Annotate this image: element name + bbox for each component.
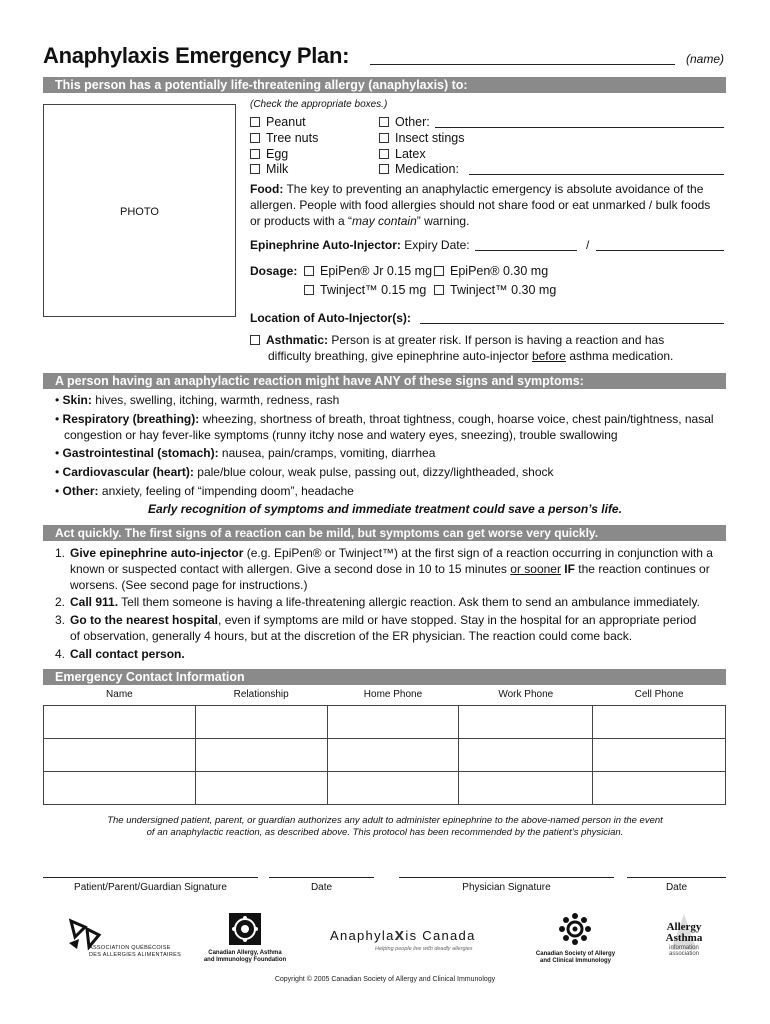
symptom-cardiovascular: • Cardiovascular (heart): pale/blue colour, weak pulse, passing out, dizzy/lightheaded, shock	[55, 465, 554, 479]
patient-date-label: Date	[310, 882, 333, 893]
allergen-other[interactable]: Other:	[379, 115, 430, 129]
table-row	[44, 771, 726, 804]
contact-cell[interactable]	[195, 705, 327, 738]
header-cell-phone: Cell Phone	[634, 689, 684, 701]
header-home-phone: Home Phone	[363, 689, 423, 701]
contact-cell[interactable]	[195, 771, 327, 804]
physician-date-line[interactable]	[627, 866, 726, 878]
step-3: 3. Go to the nearest hospital, even if symptoms are mild or have stopped. Stay in the hospital for an appropriate period of observation, generally 4 hours, but at the discretion of the ER physician. The reaction could come back.	[55, 613, 697, 643]
csaci-text: Canadian Society of Allergy and Clinical Immunology	[535, 951, 616, 964]
patient-signature-label: Patient/Parent/Guardian Signature	[74, 882, 227, 893]
checkbox[interactable]	[304, 285, 314, 295]
emergency-contact-band: Emergency Contact Information	[43, 669, 726, 685]
anaphylaxis-canada-wordmark: Anaphylaxis Canada	[330, 925, 476, 944]
checkbox[interactable]	[250, 149, 260, 159]
patient-date-line[interactable]	[269, 866, 374, 878]
asthma-checkbox[interactable]	[250, 335, 260, 345]
contact-cell[interactable]	[459, 705, 593, 738]
checkbox[interactable]	[434, 266, 444, 276]
caaif-logo	[195, 912, 295, 972]
act-quickly-band: Act quickly. The first signs of a reaction can be mild, but symptoms can get worse very quickly.	[43, 525, 726, 541]
other-field[interactable]	[435, 114, 724, 128]
check-hint: (Check the appropriate boxes.)	[250, 99, 388, 110]
photo-label: PHOTO	[120, 206, 159, 218]
checkbox[interactable]	[434, 285, 444, 295]
checkbox[interactable]	[250, 164, 260, 174]
checkbox[interactable]	[379, 149, 389, 159]
disclaimer: The undersigned patient, parent, or guardian authorizes any adult to administer epinephrine to the above-named person in the event of an anaphylactic reaction, as described above. This protocol has been recommended by the patient’s physician.	[107, 815, 663, 838]
dosage-epipen-jr[interactable]: EpiPen® Jr 0.15 mg	[304, 264, 432, 278]
header-work-phone: Work Phone	[498, 689, 554, 701]
aaia-subtext: information association	[668, 945, 700, 957]
dosage-epipen[interactable]: EpiPen® 0.30 mg	[434, 264, 548, 278]
name-label: (name)	[686, 52, 725, 66]
location-field[interactable]	[420, 310, 724, 324]
dosage-twinject-030[interactable]: Twinject™ 0.30 mg	[434, 283, 556, 297]
patient-signature-line[interactable]	[43, 866, 258, 878]
symptom-other: • Other: anxiety, feeling of “impending doom”, headache	[55, 484, 354, 498]
allergen-insect-stings[interactable]: Insect stings	[379, 131, 464, 145]
expiry-year-field[interactable]	[596, 237, 724, 251]
medication-field[interactable]	[469, 161, 724, 175]
aaia-wordmark: Allergy Asthma	[665, 921, 703, 944]
photo-box[interactable]	[43, 104, 236, 317]
contact-cell[interactable]	[327, 771, 459, 804]
csaci-logo	[528, 912, 623, 972]
allergen-egg[interactable]: Egg	[250, 147, 288, 161]
name-field[interactable]	[370, 50, 675, 65]
header-name: Name	[106, 689, 133, 701]
expiry-month-field[interactable]	[475, 237, 577, 251]
symptoms-band: A person having an anaphylactic reaction might have ANY of these signs and symptoms:	[43, 373, 726, 389]
physician-date-label: Date	[665, 882, 688, 893]
checkbox[interactable]	[379, 164, 389, 174]
csaci-logo-icon	[558, 912, 592, 946]
contact-cell[interactable]	[593, 705, 726, 738]
contact-cell[interactable]	[593, 771, 726, 804]
step-1: 1. Give epinephrine auto-injector (e.g. EpiPen® or Twinject™) at the first sign of a reaction occurring in conjunction with a known or suspected contact with allergen. Give a second dose in 10 to 15 minutes or sooner IF the reaction continues or worsens. (See second page for instructions.)	[55, 546, 713, 592]
symptom-gastrointestinal: • Gastrointestinal (stomach): nausea, pain/cramps, vomiting, diarrhea	[55, 446, 436, 460]
allergen-medication[interactable]: Medication:	[379, 162, 459, 176]
checkbox[interactable]	[379, 133, 389, 143]
allergen-latex[interactable]: Latex	[379, 147, 426, 161]
checkbox[interactable]	[250, 117, 260, 127]
contact-cell[interactable]	[44, 771, 196, 804]
symptom-respiratory: • Respiratory (breathing): wheezing, shortness of breath, throat tightness, cough, hoarse voice, chest pain/tightness, nasal congestion or hay fever-like symptoms (runny itchy nose and watery eyes, sneezing), trouble swallowing	[55, 412, 714, 442]
aqaa-text: ASSOCIATION QUÉBÉCOISE DES ALLERGIES ALIMENTAIRES	[89, 945, 182, 958]
allergy-band: This person has a potentially life-threatening allergy (anaphylaxis) to:	[43, 77, 726, 93]
contact-cell[interactable]	[459, 738, 593, 771]
anaphylaxis-canada-tagline: Helping people live with deadly allergies	[375, 946, 473, 952]
checkbox[interactable]	[250, 133, 260, 143]
symptom-skin: • Skin: hives, swelling, itching, warmth, redness, rash	[55, 393, 340, 407]
contact-cell[interactable]	[593, 738, 726, 771]
caaif-logo-icon	[228, 912, 262, 946]
table-row	[44, 738, 726, 771]
physician-signature-line[interactable]	[399, 866, 614, 878]
step-4: 4. Call contact person.	[55, 647, 185, 661]
early-recognition-note: Early recognition of symptoms and immediate treatment could save a person’s life.	[148, 502, 622, 516]
anaphylaxis-canada-logo	[330, 925, 476, 960]
page-title: Anaphylaxis Emergency Plan:	[43, 43, 350, 68]
table-row	[44, 705, 726, 738]
step-2: 2. Call 911. Tell them someone is having a life-threatening allergic reaction. Ask them to send an ambulance immediately.	[55, 595, 700, 609]
epinephrine-row: Epinephrine Auto-Injector: Expiry Date:	[250, 238, 470, 252]
copyright: Copyright © 2005 Canadian Society of Allergy and Clinical Immunology	[274, 976, 496, 983]
dosage-twinject-015[interactable]: Twinject™ 0.15 mg	[304, 283, 426, 297]
checkbox[interactable]	[304, 266, 314, 276]
header-relationship: Relationship	[233, 689, 289, 701]
aqaa-logo	[65, 917, 182, 962]
food-paragraph: Food: The key to preventing an anaphylactic emergency is absolute avoidance of the allergen. People with food allergies should not share food or eat unmarked / bulk foods or products with a “may contain” warning.	[250, 182, 711, 228]
aaia-logo	[660, 912, 708, 972]
asthma-row: Asthmatic: Person is at greater risk. If person is having a reaction and has difficulty breathing, give epinephrine auto-injector before asthma medication.	[250, 332, 673, 364]
contact-cell[interactable]	[327, 738, 459, 771]
location-label: Location of Auto-Injector(s):	[250, 311, 411, 325]
allergen-tree-nuts[interactable]: Tree nuts	[250, 131, 318, 145]
checkbox[interactable]	[379, 117, 389, 127]
allergen-milk[interactable]: Milk	[250, 162, 288, 176]
dosage-label: Dosage:	[250, 264, 298, 278]
allergen-peanut[interactable]: Peanut	[250, 115, 306, 129]
caaif-text: Canadian Allergy, Asthma and Immunology Foundation	[203, 950, 287, 963]
contact-cell[interactable]	[195, 738, 327, 771]
contact-cell[interactable]	[44, 738, 196, 771]
physician-signature-label: Physician Signature	[462, 882, 551, 893]
contact-header-row	[44, 685, 726, 705]
expiry-slash: /	[586, 238, 590, 252]
contact-table	[43, 685, 726, 805]
contact-cell[interactable]	[459, 771, 593, 804]
contact-cell[interactable]	[327, 705, 459, 738]
contact-cell[interactable]	[44, 705, 196, 738]
